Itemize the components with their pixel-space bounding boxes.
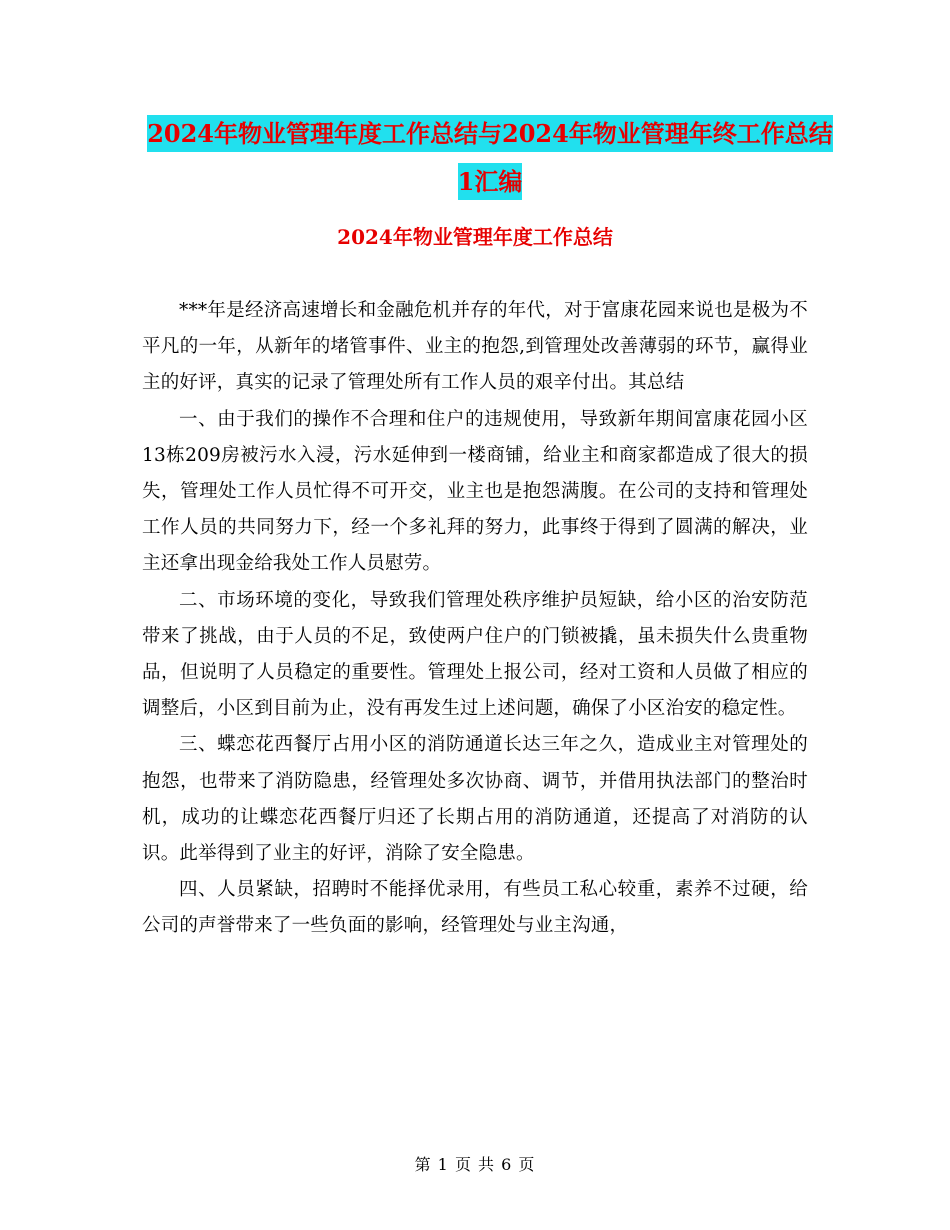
paragraph-item-3: 三、蝶恋花西餐厅占用小区的消防通道长达三年之久，造成业主对管理处的抱怨，也带来了消防隐患，经管理处多次协商、调节，并借用执法部门的整治时机，成功的让蝶恋花西餐厅归还了长期占用的消防通道，还提高了对消防的认识。此举得到了业主的好评，消除了安全隐患。: [142, 734, 808, 865]
paragraph-item-2: 二、市场环境的变化，导致我们管理处秩序维护员短缺，给小区的治安防范带来了挑战，由于人员的不足，致使两户住户的门锁被撬，虽未损失什么贵重物品，但说明了人员稳定的重要性。管理处上报公司，经对工资和人员做了相应的调整后，小区到目前为止，没有再发生过上述问题，确保了小区治安的稳定性。: [142, 589, 808, 720]
document-title-text: 2024年物业管理年度工作总结与2024年物业管理年终工作总结1汇编: [147, 115, 833, 200]
paragraph-item-1: 一、由于我们的操作不合理和住户的违规使用，导致新年期间富康花园小区13栋209房被污水入浸，污水延伸到一楼商铺，给业主和商家都造成了很大的损失，管理处工作人员忙得不可开交，业主也是抱怨满腹。在公司的支持和管理处工作人员的共同努力下，经一个多礼拜的努力，此事终于得到了圆满的解决，业主还拿出现金给我处工作人员慰劳。: [142, 408, 808, 575]
document-title: [140, 110, 840, 206]
document-body: [142, 293, 808, 945]
paragraph-intro: ***年是经济高速增长和金融危机并存的年代，对于富康花园来说也是极为不平凡的一年，从新年的堵管事件、业主的抱怨,到管理处改善薄弱的环节，赢得业主的好评，真实的记录了管理处所有工作人员的艰辛付出。其总结: [142, 300, 808, 394]
paragraph-item-4: 四、人员紧缺，招聘时不能择优录用，有些员工私心较重，素养不过硬，给公司的声誉带来了一些负面的影响，经管理处与业主沟通，: [142, 879, 808, 937]
page-footer: 第 1 页 共 6 页: [414, 1155, 536, 1174]
section-title: 2024年物业管理年度工作总结: [337, 225, 613, 249]
